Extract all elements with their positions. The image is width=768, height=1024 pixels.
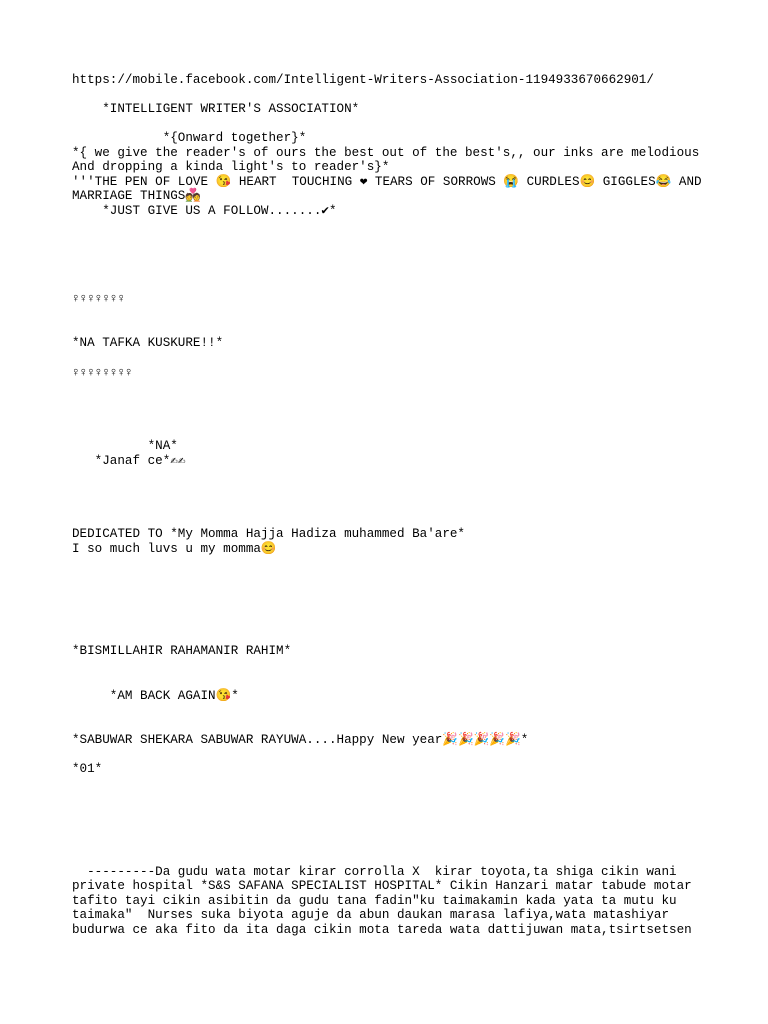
description-line-1: *{ we give the reader's of ours the best out of the best's,, our inks are melodious	[72, 146, 700, 160]
story-paragraph-line-5: budurwa ce aka fito da ita daga cikin mota tareda wata dattijuwan mata,tsirtsetsen	[72, 923, 692, 937]
story-title: *NA TAFKA KUSKURE!!*	[72, 336, 224, 350]
story-paragraph-line-2: private hospital *S&S SAFANA SPECIALIST HOSPITAL* Cikin Hanzari matar tabude motar	[72, 879, 692, 893]
description-line-4: MARRIAGE THINGS💑	[72, 189, 202, 203]
facebook-page-url: https://mobile.facebook.com/Intelligent-Writers-Association-1194933670662901/	[72, 73, 654, 87]
author-prefix: *NA*	[72, 439, 178, 453]
follow-request: *JUST GIVE US A FOLLOW.......✔*	[72, 204, 337, 218]
symbol-divider-top: ♀♀♀♀♀♀♀	[72, 292, 125, 306]
chapter-number: *01*	[72, 762, 103, 776]
new-year-greeting: *SABUWAR SHEKARA SABUWAR RAYUWA....Happy New year🎉🎉🎉🎉🎉*	[72, 733, 529, 747]
description-line-2: And dropping a kinda light's to reader's}*	[72, 160, 390, 174]
author-name: *Janaf ce*✍✍	[72, 454, 186, 468]
story-paragraph-line-1: ---------Da gudu wata motar kirar corrolla X kirar toyota,ta shiga cikin wani	[72, 865, 677, 879]
back-again-note: *AM BACK AGAIN😘*	[72, 689, 239, 703]
description-line-3: '''THE PEN OF LOVE 😘 HEART TOUCHING ❤ TEARS OF SORROWS 😭 CURDLES😊 GIGGLES😂 AND	[72, 175, 702, 189]
association-motto: *{Onward together}*	[72, 131, 307, 145]
dedication-line: DEDICATED TO *My Momma Hajja Hadiza muhammed Ba'are*	[72, 527, 465, 541]
story-paragraph-line-3: tafito tayi cikin asibitin da gudu tana fadin"ku taimakamin kada yata ta mutu ku	[72, 894, 677, 908]
dedication-message: I so much luvs u my momma😊	[72, 542, 277, 556]
story-paragraph-line-4: taimaka" Nurses suka biyota aguje da abun daukan marasa lafiya,wata matashiyar	[72, 908, 670, 922]
opening-invocation: *BISMILLAHIR RAHAMANIR RAHIM*	[72, 644, 292, 658]
symbol-divider-bottom: ♀♀♀♀♀♀♀♀	[72, 366, 133, 380]
association-title: *INTELLIGENT WRITER'S ASSOCIATION*	[72, 102, 360, 116]
